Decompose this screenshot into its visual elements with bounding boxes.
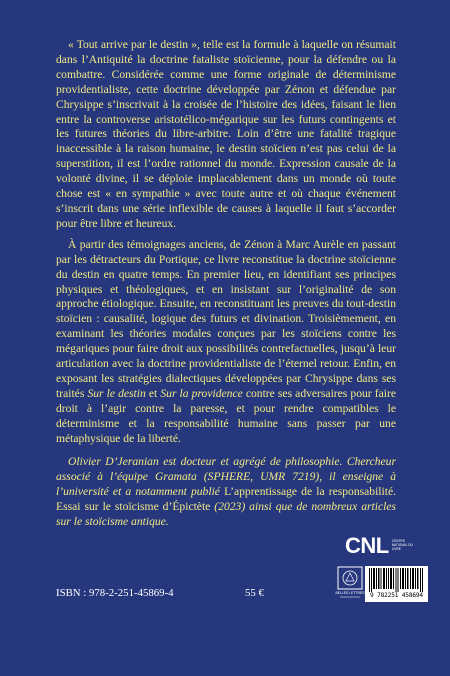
paragraph-2-joiner: et	[145, 386, 161, 400]
author-bio	[56, 455, 396, 530]
paragraph-2-text: À partir des témoignages anciens, de Zénon à Marc Aurèle en passant par les détracteurs du Portique, ce livre reconstitue la doctrine stoïcienne du destin en quatre temps. En premier lieu, en identifiant ses principes physiques et théologiques, et en insistant sur l’originalité de son approche étiologique. Ensuite, en reconstituant les preuves du tout-destin stoïcien : causalité, logique des futurs et divination. Troisièmement, en examinant les théories modales conçues par les stoïciens contre les mégariques pour faire droit aux possibilités contrefactuelles, jusqu’à leur articulation avec la doctrine providentialiste de l’éternel retour. Enfin, en exposant les stratégies dialectiques développées par Chrysippe dans ses traités	[56, 237, 396, 400]
author-bio-part-2: L’apprentissage de la responsabilité. Essai sur le stoïcisme d’Épictète	[56, 485, 397, 514]
title-sur-le-destin: Sur le destin	[87, 386, 146, 400]
belles-lettres-logo	[337, 566, 363, 600]
isbn: ISBN : 978-2-251-45869-4	[56, 587, 174, 599]
barcode-number: 9 782251 458694	[370, 592, 423, 599]
cnl-logo-mark: CNL	[345, 533, 389, 558]
barcode-bars	[369, 568, 424, 592]
paragraph-1: « Tout arrive par le destin », telle est la formule à laquelle on résumait dans l’Antiquité la doctrine fataliste stoïcienne, pour la défendre ou la combattre. Considérée comme une forme originale de déterminisme providentialiste, cette doctrine développée par Zénon et défendue par Chrysippe s’inscrivait à la croisée de l’histoire des idées, faisant le lien entre la controverse aristotélico-mégarique sur les futurs contingents et les futures théories du libre-arbitre. Loin d’être une fatalité tragique inaccessible à la raison humaine, le destin stoïcien n’est pas celui de la superstition, il est l’ordre rationnel du monde. Expression causale de la volonté divine, il se déploie implacablement dans un monde où toute chose est « en sympathie » avec toute autre et où chaque événement s’inscrit dans une série inflexible de causes à laquelle il faut s’accorder pour être libre et heureux.	[56, 38, 396, 230]
author-bio-part-3: (2023) ainsi que de nombreux articles sur le stoïcisme antique.	[56, 500, 396, 529]
paragraph-2-end: contre ses adversaires pour faire droit à l’agir contre la paresse, et pour rendre compatibles le déterminisme et la responsabilité humaine sans passer par une métaphysique de la liberté.	[56, 386, 396, 445]
barcode	[365, 566, 428, 602]
cnl-logo-subtitle: CENTRE NATIONAL DU LIVRE	[391, 539, 413, 551]
title-sur-la-providence: Sur la providence	[160, 386, 243, 400]
blurb	[56, 38, 396, 530]
cnl-logo	[345, 535, 418, 557]
paragraph-2	[56, 238, 396, 447]
price: 55 €	[245, 587, 264, 599]
belles-lettres-label: BELLES LETTRES	[335, 591, 365, 595]
author-bio-part-1: Olivier D’Jeranian est docteur et agrégé de philosophie. Chercheur associé à l’équipe Gramata (SPHERE, UMR 7219), il enseigne à l’université et a notamment publié	[56, 455, 396, 499]
